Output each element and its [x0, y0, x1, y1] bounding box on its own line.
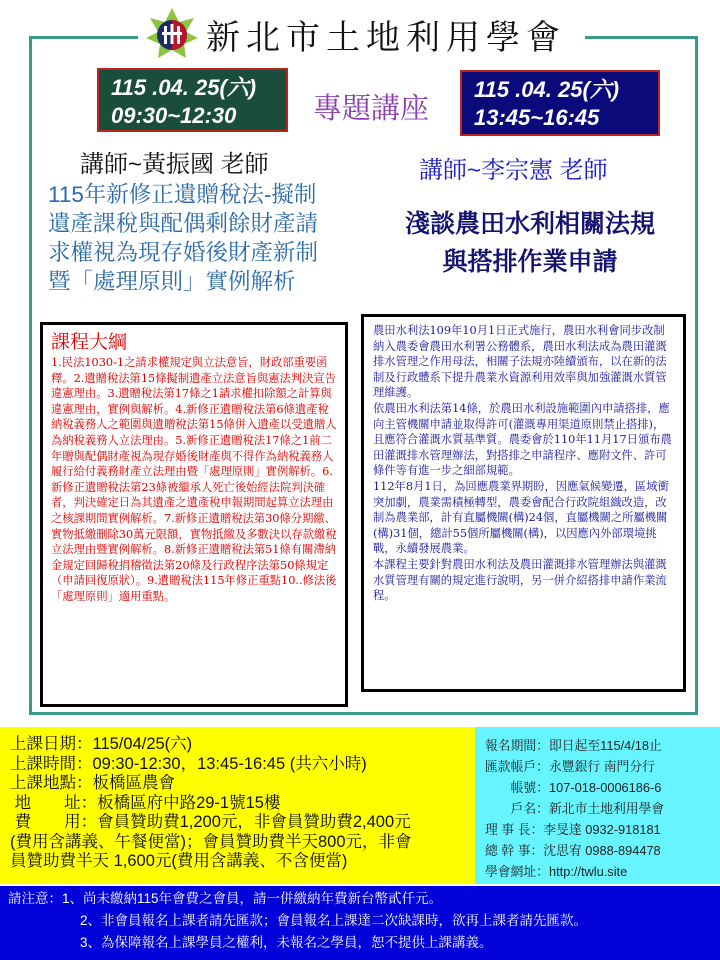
- course-outline-box: [40, 322, 348, 707]
- website-link[interactable]: 學會網址：http://twlu.site: [485, 864, 628, 879]
- afternoon-description-box: [361, 314, 686, 692]
- registration-period: 報名期間：即日起至115/4/18止: [485, 738, 662, 753]
- morning-topic: 115年新修正遺贈稅法-擬制遺產課稅與配偶剩餘財產請求權視為現存婚後財產新制暨「處理原則」實例解析: [48, 182, 319, 294]
- outline-title: 課程大綱: [51, 331, 128, 353]
- society-title: 新北市土地利用學會: [206, 17, 566, 58]
- info-date: 上課日期：115/04/25(六): [10, 735, 193, 753]
- notice-item: 請注意：1、尚未繳納115年會費之會員，請一併繳納年費新台幣貳仟元。: [8, 891, 443, 906]
- morning-time: 09:30~12:30: [111, 103, 237, 128]
- frame-top-line-left: [29, 36, 149, 39]
- afternoon-date: 115 .04. 25(六): [474, 77, 620, 102]
- account-number: 帳號：107-018-0006186-6: [485, 780, 662, 795]
- afternoon-session-box: [460, 70, 660, 136]
- bank-account: 匯款帳戶：永豐銀行 南門分行: [485, 759, 655, 774]
- afternoon-time: 13:45~16:45: [474, 105, 600, 130]
- secretary-general: 總 幹 事：沈思宥 0988-894478: [485, 843, 661, 858]
- morning-date: 115 .04. 25(六): [111, 75, 257, 100]
- registration-panel: [475, 727, 720, 884]
- course-info-panel: [0, 727, 475, 884]
- info-fee-cont: (費用含講義、午餐便當)；會員贊助費半天800元，非會: [10, 832, 412, 851]
- notice-panel: [0, 886, 720, 960]
- description-paragraph: 農田水利法109年10月1日正式施行，農田水利會同步改制納入農委會農田水利署公務體系，農田水利法成為農田灌溉排水管理之作用母法，相關子法規亦陸續頒布，以在新的法制及行政體系下提升農業水資源利用效率與加強灌溉水質管理維護。: [373, 324, 667, 400]
- topic-label: 專題講座: [313, 93, 430, 125]
- morning-speaker: 講師~黃振國 老師: [80, 151, 269, 178]
- info-fee: 費 用：會員贊助費1,200元，非會員贊助費2,400元: [10, 813, 411, 831]
- notice-item: 3、為保障報名上課學員之權利，未報名之學員，恕不提供上課講義。: [80, 935, 493, 950]
- info-location: 上課地點：板橋區農會: [10, 774, 175, 792]
- notice-item: 2、非會員報名上課者請先匯款；會員報名上課達二次缺課時，欲再上課者請先匯款。: [80, 913, 588, 928]
- society-logo-icon: [146, 8, 198, 60]
- afternoon-speaker: 講師~李宗憲 老師: [419, 157, 608, 184]
- description-paragraph: 本課程主要針對農田水利法及農田灌溉排水管理辦法與灌溉水質管理有關的規定進行說明，另一併介紹搭排申請作業流程。: [373, 557, 667, 603]
- chairman: 理 事 長：李旻達 0932-918181: [485, 822, 661, 837]
- account-name: 戶名：新北市土地利用學會: [485, 801, 665, 816]
- frame-top-line-right: [585, 36, 698, 39]
- afternoon-topic: [370, 205, 690, 281]
- morning-session-box: [97, 68, 288, 132]
- header: [138, 4, 574, 64]
- afternoon-topic-line2: 與搭排作業申請: [442, 248, 618, 276]
- info-address: 地 址：板橋區府中路29-1號15樓: [10, 793, 281, 812]
- description-paragraph: 依農田水利法第14條，於農田水利設施範圍內申請搭排，應向主管機關申請並取得許可(灌溉專用渠道原則禁止搭排)，且應符合灌溉水質基準質。農委會於110年11月17日頒布農田灌溉排水管理辦法，對搭排之申請程序、應附文件、許可條件等有進一步之細部規範。: [373, 401, 672, 478]
- outline-text: 1.民法1030-1之請求權規定與立法意旨，財政部重要函釋。2.遺贈稅法第15條擬制遺產立法意旨與憲法判決宣告違憲理由。3.遺贈稅法第17條之1請求權扣除額之計算與違憲理由，實例與解析。4.新修正遺贈稅法第6條遺產稅納稅義務人之範圍與遺贈稅法第15條併入遺產以受遺贈人為納稅義務人立法理由。5.新修正遺贈稅法17條之1前二年贈與配偶財產視為現存婚後財產與不得作為納稅義務人履行給付義務財產立法理由暨「處理原則」實例解析。6.新修正遺贈稅法第23條被繼承人死亡後始經法院判決確者，判決確定日為其遺產之遺產稅申報期間起算立法理由之核課期間實例解析。7.新修正遺贈稅法第30條分期繳、實物抵繳刪除30萬元限額，實物抵繳及多數決以存款繳稅立法理由暨實例解析。8.新修正遺贈稅法第51條有關滯納金規定回歸稅捐稽徵法第20條及行政程序法第50條規定（申請回復原狀）。9.遺贈稅法115年修正重點10..修法後「處理原則」適用重點。: [51, 356, 337, 603]
- info-fee-cont: 員贊助費半天 1,600元(費用含講義、不含便當): [10, 852, 348, 870]
- info-time: 上課時間：09:30-12:30，13:45-16:45 (共六小時): [10, 754, 367, 773]
- description-paragraph: 112年8月1日，為回應農業界期盼，因應氣候變遷，區域衝突加劇，農業需積極轉型，農委會配合行政院組織改造，改制為農業部，計有直屬機關(構)24個，直屬機關之所屬機關(構)31個，總計55個所屬機關(構)，以因應內外部環境挑戰，永續發展農業。: [373, 479, 669, 556]
- afternoon-topic-line1: 淺談農田水利相關法規: [404, 210, 655, 238]
